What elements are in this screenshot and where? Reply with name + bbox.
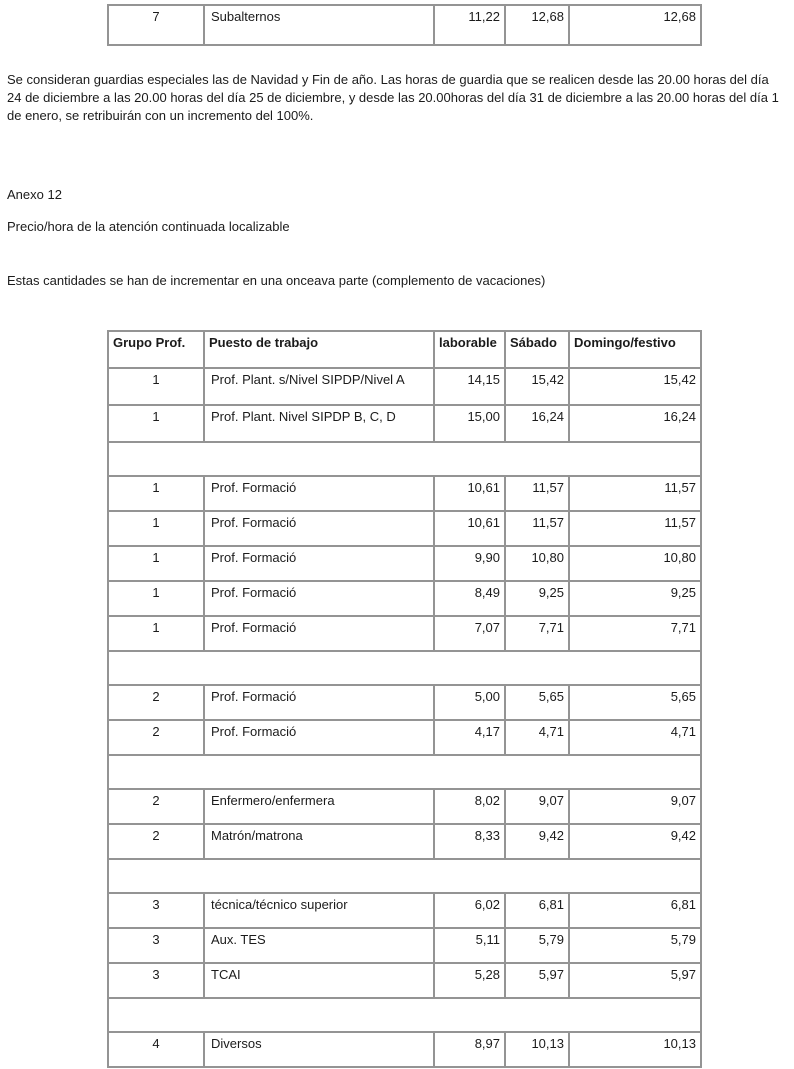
spacer-row bbox=[108, 998, 701, 1032]
table-cell: 8,33 bbox=[434, 824, 505, 859]
table-cell: 5,97 bbox=[505, 963, 569, 998]
table-cell: 7,71 bbox=[569, 616, 701, 651]
table-cell: 11,57 bbox=[569, 476, 701, 511]
spacer-cell bbox=[108, 651, 701, 685]
table-cell: Enfermero/enfermera bbox=[204, 789, 434, 824]
table-cell: 16,24 bbox=[569, 405, 701, 442]
table-cell: 1 bbox=[108, 368, 204, 405]
table-cell: 1 bbox=[108, 405, 204, 442]
precio-hora-table bbox=[107, 330, 702, 1068]
table-row bbox=[108, 963, 701, 998]
table-cell: 9,25 bbox=[569, 581, 701, 616]
spacer-row bbox=[108, 651, 701, 685]
table-cell: 5,79 bbox=[569, 928, 701, 963]
table-cell: 10,61 bbox=[434, 476, 505, 511]
table-cell: 10,13 bbox=[505, 1032, 569, 1067]
table-cell: 3 bbox=[108, 928, 204, 963]
table-cell: 11,57 bbox=[505, 511, 569, 546]
table-cell: Prof. Formació bbox=[204, 581, 434, 616]
table-row bbox=[108, 405, 701, 442]
table-cell: 4,71 bbox=[505, 720, 569, 755]
table-cell: 10,80 bbox=[505, 546, 569, 581]
table-cell: 4,17 bbox=[434, 720, 505, 755]
table-cell: 2 bbox=[108, 824, 204, 859]
table-cell: 10,13 bbox=[569, 1032, 701, 1067]
spacer-cell bbox=[108, 755, 701, 789]
table-row bbox=[108, 893, 701, 928]
table-cell: 1 bbox=[108, 476, 204, 511]
table-cell: Prof. Formació bbox=[204, 685, 434, 720]
table-cell: 11,22 bbox=[434, 5, 505, 45]
table-row bbox=[108, 616, 701, 651]
table-cell: 2 bbox=[108, 720, 204, 755]
table-cell: 6,81 bbox=[505, 893, 569, 928]
column-header: laborable bbox=[434, 331, 505, 368]
spacer-row bbox=[108, 859, 701, 893]
table-cell: 2 bbox=[108, 685, 204, 720]
table-cell: 2 bbox=[108, 789, 204, 824]
table-cell: Prof. Formació bbox=[204, 476, 434, 511]
table-cell: 15,42 bbox=[569, 368, 701, 405]
spacer-cell bbox=[108, 998, 701, 1032]
table-row bbox=[108, 824, 701, 859]
table-cell: 7,71 bbox=[505, 616, 569, 651]
table-cell: 11,57 bbox=[569, 511, 701, 546]
previous-table-fragment bbox=[107, 4, 702, 46]
table-cell: 4 bbox=[108, 1032, 204, 1067]
table-cell: 8,02 bbox=[434, 789, 505, 824]
column-header: Grupo Prof. bbox=[108, 331, 204, 368]
table-cell: Prof. Formació bbox=[204, 616, 434, 651]
guardias-paragraph: Se consideran guardias especiales las de Navidad y Fin de año. Las horas de guardia que se realicen desde las 20.00 horas del día 24 de diciembre a las 20.00 horas del día 25 de diciembre, y desde las 20.00horas del día 31 de diciembre a las 20.00 horas del día 1 de enero, se retribuirán con un incremento del 100%. bbox=[7, 72, 779, 123]
table-cell: Subalternos bbox=[204, 5, 434, 45]
table-cell: 15,42 bbox=[505, 368, 569, 405]
table-cell: 5,00 bbox=[434, 685, 505, 720]
table-cell: 8,49 bbox=[434, 581, 505, 616]
increment-note: Estas cantidades se han de incrementar en una onceava parte (complemento de vacaciones) bbox=[7, 273, 546, 288]
table-cell: 9,42 bbox=[505, 824, 569, 859]
spacer-cell bbox=[108, 442, 701, 476]
table-cell: 9,07 bbox=[569, 789, 701, 824]
table-cell: 5,28 bbox=[434, 963, 505, 998]
table-cell: 5,11 bbox=[434, 928, 505, 963]
table-row bbox=[108, 368, 701, 405]
table-cell: técnica/técnico superior bbox=[204, 893, 434, 928]
table-cell: 12,68 bbox=[569, 5, 701, 45]
table-row bbox=[108, 5, 701, 45]
table-cell: Prof. Plant. s/Nivel SIPDP/Nivel A bbox=[204, 368, 434, 405]
table-cell: 3 bbox=[108, 963, 204, 998]
table-cell: Aux. TES bbox=[204, 928, 434, 963]
precio-hora-table-body bbox=[108, 368, 701, 1067]
table-row bbox=[108, 928, 701, 963]
table-cell: Prof. Formació bbox=[204, 511, 434, 546]
table-cell: 7 bbox=[108, 5, 204, 45]
table-cell: Prof. Formació bbox=[204, 546, 434, 581]
spacer-cell bbox=[108, 859, 701, 893]
column-header: Puesto de trabajo bbox=[204, 331, 434, 368]
table-cell: 11,57 bbox=[505, 476, 569, 511]
table-cell: 5,65 bbox=[569, 685, 701, 720]
table-cell: 1 bbox=[108, 616, 204, 651]
table-cell: 5,79 bbox=[505, 928, 569, 963]
table-cell: 9,25 bbox=[505, 581, 569, 616]
table-row bbox=[108, 789, 701, 824]
document-page bbox=[0, 4, 794, 1069]
table-row bbox=[108, 1032, 701, 1067]
anexo-heading: Anexo 12 bbox=[7, 187, 62, 202]
table-row bbox=[108, 511, 701, 546]
table-cell: Matrón/matrona bbox=[204, 824, 434, 859]
table-cell: 5,97 bbox=[569, 963, 701, 998]
table-row bbox=[108, 685, 701, 720]
table-cell: 9,07 bbox=[505, 789, 569, 824]
table-cell: Prof. Plant. Nivel SIPDP B, C, D bbox=[204, 405, 434, 442]
table-cell: 15,00 bbox=[434, 405, 505, 442]
spacer-row bbox=[108, 755, 701, 789]
table-cell: 10,61 bbox=[434, 511, 505, 546]
anexo-subheading: Precio/hora de la atención continuada localizable bbox=[7, 219, 290, 234]
table-cell: 5,65 bbox=[505, 685, 569, 720]
table-row bbox=[108, 581, 701, 616]
table-cell: 3 bbox=[108, 893, 204, 928]
table-cell: Diversos bbox=[204, 1032, 434, 1067]
table-cell: 14,15 bbox=[434, 368, 505, 405]
table-cell: 6,81 bbox=[569, 893, 701, 928]
table-cell: 10,80 bbox=[569, 546, 701, 581]
table-cell: 1 bbox=[108, 581, 204, 616]
table-row bbox=[108, 546, 701, 581]
column-header: Domingo/festivo bbox=[569, 331, 701, 368]
table-cell: 6,02 bbox=[434, 893, 505, 928]
column-header: Sábado bbox=[505, 331, 569, 368]
table-cell: 1 bbox=[108, 511, 204, 546]
previous-table-body bbox=[108, 5, 701, 45]
table-cell: 16,24 bbox=[505, 405, 569, 442]
table-row bbox=[108, 476, 701, 511]
table-row bbox=[108, 720, 701, 755]
table-cell: TCAI bbox=[204, 963, 434, 998]
table-cell: 7,07 bbox=[434, 616, 505, 651]
table-cell: 8,97 bbox=[434, 1032, 505, 1067]
table-cell: 4,71 bbox=[569, 720, 701, 755]
table-cell: 9,42 bbox=[569, 824, 701, 859]
spacer-row bbox=[108, 442, 701, 476]
table-cell: Prof. Formació bbox=[204, 720, 434, 755]
table-cell: 12,68 bbox=[505, 5, 569, 45]
table-cell: 1 bbox=[108, 546, 204, 581]
table-cell: 9,90 bbox=[434, 546, 505, 581]
table-header-row bbox=[108, 331, 701, 368]
